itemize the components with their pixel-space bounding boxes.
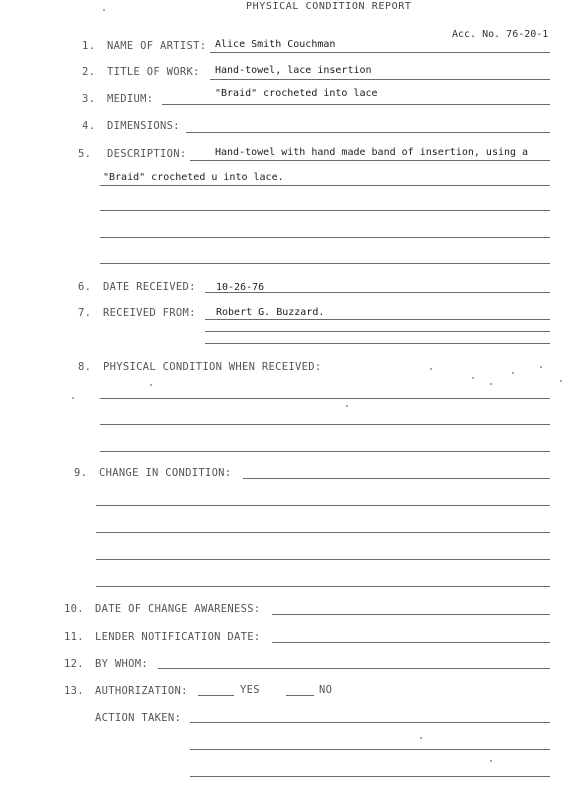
medium-line: [162, 104, 550, 105]
page-speck: [72, 397, 74, 399]
description-value-line-2: "Braid" crocheted u into lace.: [103, 172, 284, 183]
page-speck: [540, 366, 542, 368]
lender-notification-line: [272, 642, 550, 643]
medium-value: "Braid" crocheted into lace: [215, 88, 378, 99]
field-1-number: 1.: [82, 40, 96, 52]
action-taken-line-1: [190, 722, 550, 723]
action-taken-line-3: [190, 776, 550, 777]
change-condition-line-4: [96, 559, 550, 560]
page-speck: [560, 380, 562, 382]
dimensions-label: DIMENSIONS:: [107, 120, 180, 132]
received-from-line-1: [205, 319, 550, 320]
description-line-2: [100, 185, 550, 186]
change-awareness-label: DATE OF CHANGE AWARENESS:: [95, 603, 261, 615]
field-12-number: 12.: [64, 658, 84, 670]
authorization-label: AUTHORIZATION:: [95, 685, 188, 697]
date-received-line: [205, 292, 550, 293]
condition-received-line-1: [100, 398, 550, 399]
authorization-yes-blank: [198, 695, 234, 696]
field-4-number: 4.: [82, 120, 96, 132]
action-taken-line-2: [190, 749, 550, 750]
page-speck: [472, 377, 474, 379]
field-10-number: 10.: [64, 603, 84, 615]
field-7-number: 7.: [78, 307, 92, 319]
condition-received-line-3: [100, 451, 550, 452]
description-line-3: [100, 210, 550, 211]
change-condition-line-5: [96, 586, 550, 587]
page-speck: [346, 405, 348, 407]
medium-label: MEDIUM:: [107, 93, 154, 105]
authorization-yes-label: YES: [240, 684, 260, 696]
title-line: [210, 79, 550, 80]
accession-number: Acc. No. 76-20-1: [452, 29, 549, 40]
title-value: Hand-towel, lace insertion: [215, 65, 372, 76]
description-label: DESCRIPTION:: [107, 148, 187, 160]
change-condition-line-3: [96, 532, 550, 533]
condition-received-label: PHYSICAL CONDITION WHEN RECEIVED:: [103, 361, 322, 373]
date-received-label: DATE RECEIVED:: [103, 281, 196, 293]
lender-notification-label: LENDER NOTIFICATION DATE:: [95, 631, 261, 643]
dimensions-line: [186, 132, 550, 133]
field-11-number: 11.: [64, 631, 84, 643]
page-speck: [490, 383, 492, 385]
title-label: TITLE OF WORK:: [107, 66, 200, 78]
page-speck: [512, 372, 514, 374]
change-awareness-line: [272, 614, 550, 615]
field-8-number: 8.: [78, 361, 92, 373]
field-3-number: 3.: [82, 93, 96, 105]
received-from-value: Robert G. Buzzard.: [216, 307, 325, 318]
field-13-number: 13.: [64, 685, 84, 697]
description-value-line-1: Hand-towel with hand made band of insertion, using a: [215, 147, 529, 158]
change-condition-line-1: [243, 478, 550, 479]
condition-received-line-2: [100, 424, 550, 425]
field-5-number: 5.: [78, 148, 92, 160]
received-from-line-2: [205, 331, 550, 332]
description-line-5: [100, 263, 550, 264]
received-from-label: RECEIVED FROM:: [103, 307, 196, 319]
artist-label: NAME OF ARTIST:: [107, 40, 207, 52]
action-taken-label: ACTION TAKEN:: [95, 712, 182, 724]
change-condition-line-2: [96, 505, 550, 506]
by-whom-line: [158, 668, 550, 669]
artist-value: Alice Smith Couchman: [215, 39, 336, 50]
description-line-4: [100, 237, 550, 238]
change-condition-label: CHANGE IN CONDITION:: [99, 467, 232, 479]
page-speck: [430, 368, 432, 370]
authorization-no-blank: [286, 695, 314, 696]
date-received-value: 10-26-76: [216, 282, 265, 293]
authorization-no-label: NO: [319, 684, 333, 696]
field-2-number: 2.: [82, 66, 96, 78]
field-6-number: 6.: [78, 281, 92, 293]
report-title: PHYSICAL CONDITION REPORT: [246, 1, 412, 12]
page-speck: [103, 9, 105, 11]
field-9-number: 9.: [74, 467, 88, 479]
page-speck: [150, 384, 152, 386]
page-speck: [490, 760, 492, 762]
received-from-line-3: [205, 343, 550, 344]
by-whom-label: BY WHOM:: [95, 658, 148, 670]
description-line-1: [190, 160, 550, 161]
artist-line: [210, 52, 550, 53]
page-speck: [420, 737, 422, 739]
